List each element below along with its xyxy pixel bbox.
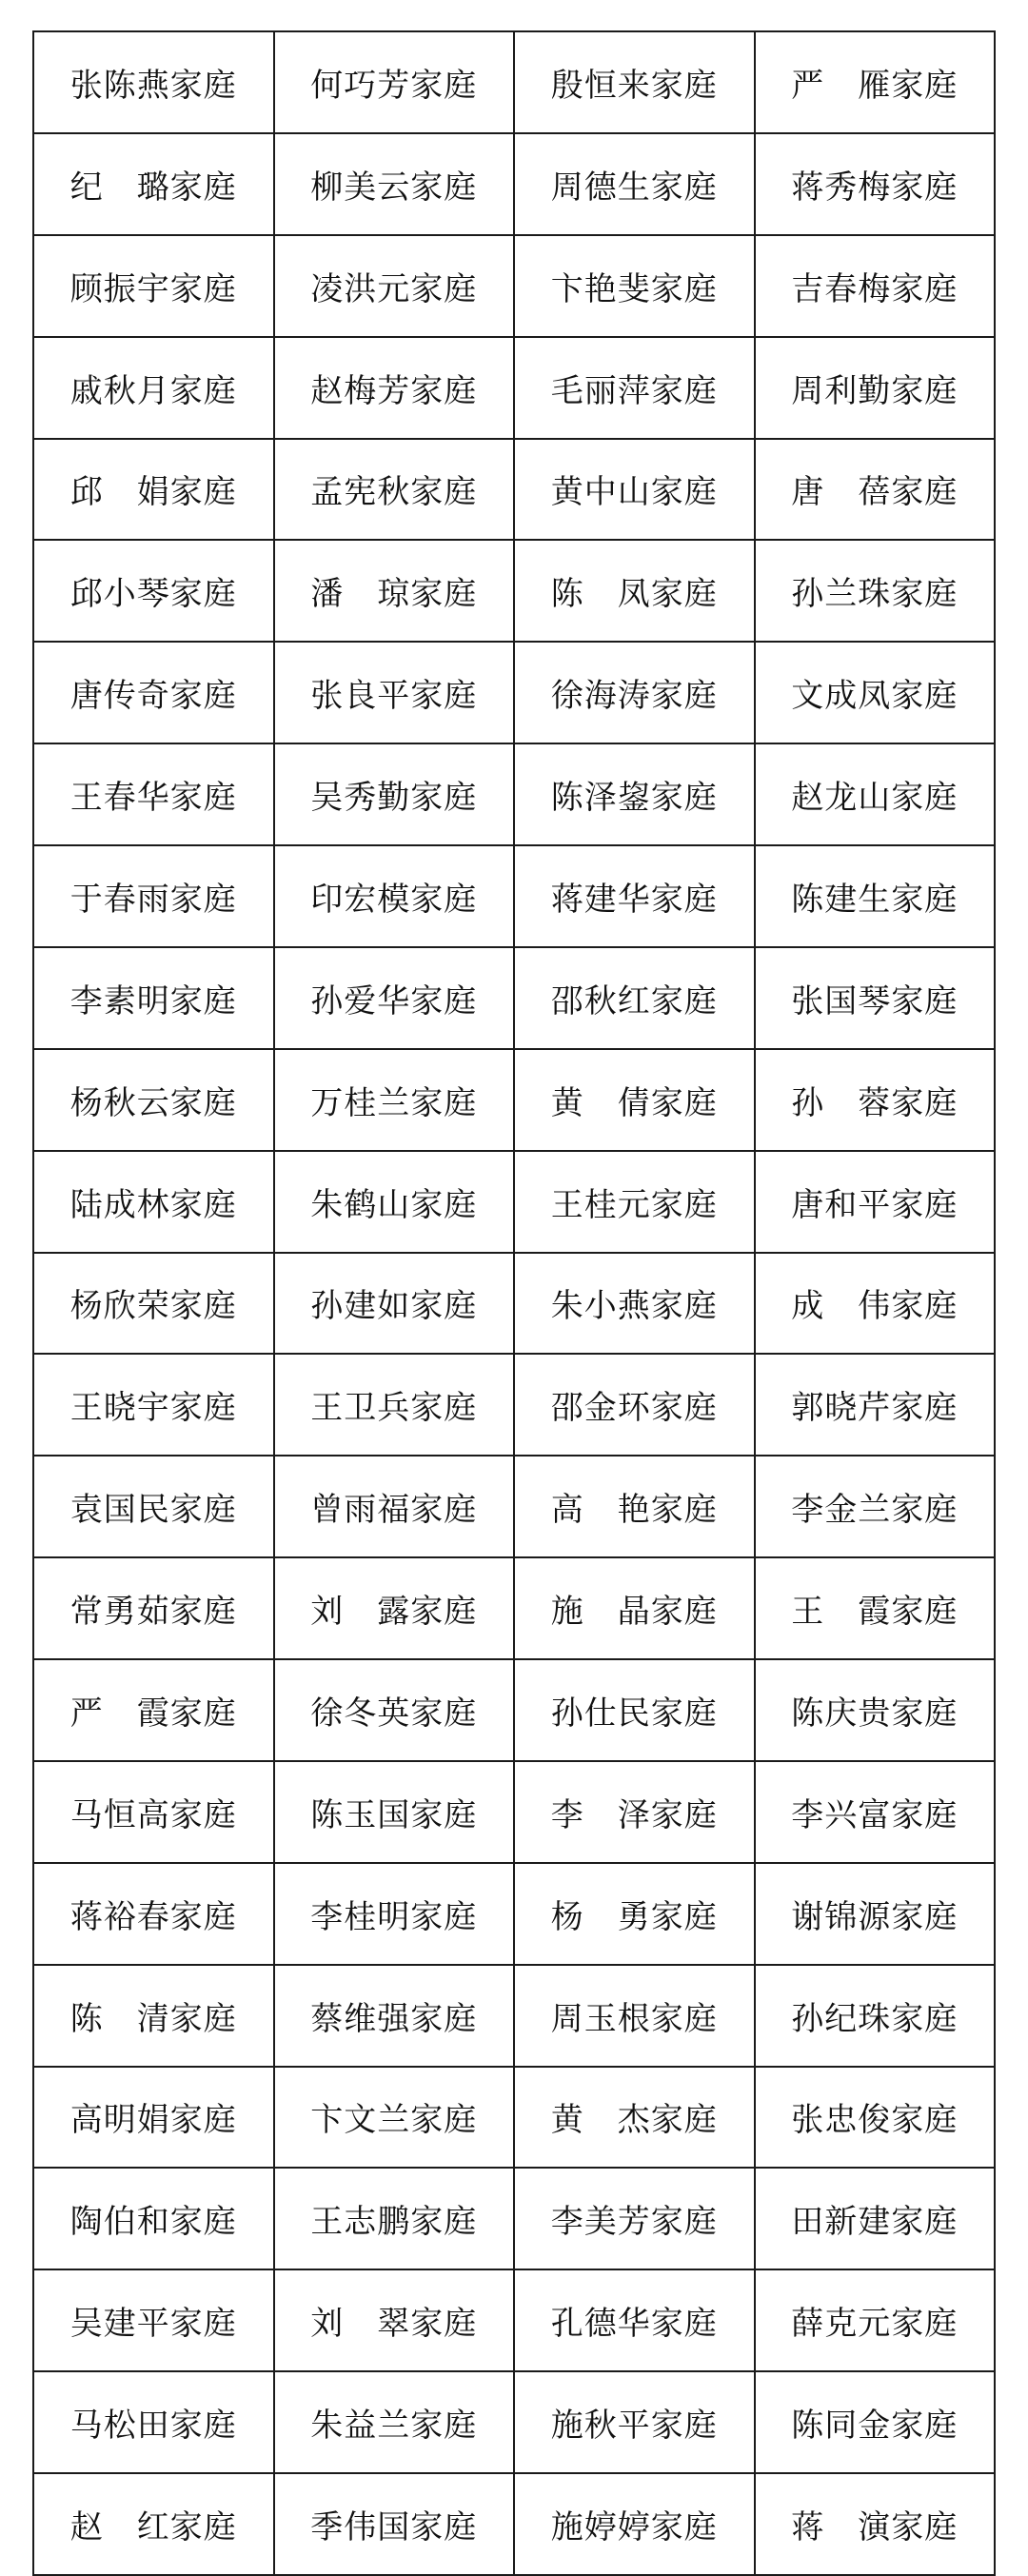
table-cell: 赵 红家庭	[33, 2473, 274, 2575]
table-row	[33, 1456, 995, 1557]
table-row	[33, 2473, 995, 2575]
table-cell: 马松田家庭	[33, 2371, 274, 2473]
table-cell: 邱小琴家庭	[33, 540, 274, 642]
table-cell: 黄 倩家庭	[514, 1049, 755, 1151]
table-cell: 李兴富家庭	[755, 1761, 996, 1863]
table-cell: 王桂元家庭	[514, 1151, 755, 1253]
table-cell: 印宏模家庭	[274, 845, 515, 947]
table-cell: 陶伯和家庭	[33, 2168, 274, 2269]
table-cell: 王晓宇家庭	[33, 1354, 274, 1456]
table-row	[33, 540, 995, 642]
table-row	[33, 31, 995, 133]
table-cell: 郭晓芹家庭	[755, 1354, 996, 1456]
table-cell: 张国琴家庭	[755, 947, 996, 1049]
table-cell: 凌洪元家庭	[274, 235, 515, 337]
table-cell: 杨秋云家庭	[33, 1049, 274, 1151]
table-cell: 蒋裕春家庭	[33, 1863, 274, 1965]
table-cell: 吴秀勤家庭	[274, 743, 515, 845]
table-cell: 周玉根家庭	[514, 1965, 755, 2067]
table-cell: 何巧芳家庭	[274, 31, 515, 133]
table-cell: 黄 杰家庭	[514, 2067, 755, 2169]
table-cell: 朱益兰家庭	[274, 2371, 515, 2473]
table-row	[33, 1659, 995, 1761]
table-cell: 邵秋红家庭	[514, 947, 755, 1049]
table-cell: 唐 蓓家庭	[755, 439, 996, 541]
table-cell: 张忠俊家庭	[755, 2067, 996, 2169]
table-cell: 周德生家庭	[514, 133, 755, 235]
table-cell: 万桂兰家庭	[274, 1049, 515, 1151]
table-cell: 李 泽家庭	[514, 1761, 755, 1863]
table-cell: 马恒高家庭	[33, 1761, 274, 1863]
table-cell: 陈泽鋆家庭	[514, 743, 755, 845]
table-cell: 徐冬英家庭	[274, 1659, 515, 1761]
table-cell: 殷恒来家庭	[514, 31, 755, 133]
table-cell: 蒋 演家庭	[755, 2473, 996, 2575]
table-row	[33, 743, 995, 845]
table-cell: 张陈燕家庭	[33, 31, 274, 133]
table-cell: 刘 翠家庭	[274, 2269, 515, 2371]
table-cell: 蔡维强家庭	[274, 1965, 515, 2067]
table-cell: 孙爱华家庭	[274, 947, 515, 1049]
table-cell: 孟宪秋家庭	[274, 439, 515, 541]
table-cell: 田新建家庭	[755, 2168, 996, 2269]
table-cell: 戚秋月家庭	[33, 337, 274, 439]
table-cell: 吴建平家庭	[33, 2269, 274, 2371]
table-row	[33, 2371, 995, 2473]
table-cell: 施婷婷家庭	[514, 2473, 755, 2575]
table-row	[33, 2168, 995, 2269]
table-cell: 陈庆贵家庭	[755, 1659, 996, 1761]
table-cell: 孙兰珠家庭	[755, 540, 996, 642]
table-cell: 毛丽萍家庭	[514, 337, 755, 439]
table-row	[33, 1557, 995, 1659]
table-cell: 陈 凤家庭	[514, 540, 755, 642]
table-cell: 卞文兰家庭	[274, 2067, 515, 2169]
table-row	[33, 337, 995, 439]
table-cell: 徐海涛家庭	[514, 642, 755, 743]
table-cell: 高 艳家庭	[514, 1456, 755, 1557]
table-cell: 王春华家庭	[33, 743, 274, 845]
table-row	[33, 947, 995, 1049]
table-cell: 袁国民家庭	[33, 1456, 274, 1557]
table-cell: 薛克元家庭	[755, 2269, 996, 2371]
table-cell: 卞艳斐家庭	[514, 235, 755, 337]
table-cell: 施 晶家庭	[514, 1557, 755, 1659]
table-cell: 邱 娟家庭	[33, 439, 274, 541]
table-row	[33, 2269, 995, 2371]
table-cell: 谢锦源家庭	[755, 1863, 996, 1965]
table-cell: 潘 琼家庭	[274, 540, 515, 642]
table-row	[33, 1965, 995, 2067]
table-cell: 严 雁家庭	[755, 31, 996, 133]
table-row	[33, 642, 995, 743]
table-cell: 王志鹏家庭	[274, 2168, 515, 2269]
table-cell: 朱鹤山家庭	[274, 1151, 515, 1253]
table-row	[33, 1863, 995, 1965]
table-cell: 严 霞家庭	[33, 1659, 274, 1761]
table-row	[33, 235, 995, 337]
table-cell: 孙纪珠家庭	[755, 1965, 996, 2067]
table-body	[33, 31, 995, 2575]
table-cell: 李美芳家庭	[514, 2168, 755, 2269]
table-cell: 杨欣荣家庭	[33, 1253, 274, 1355]
table-row	[33, 439, 995, 541]
table-cell: 常勇茹家庭	[33, 1557, 274, 1659]
table-cell: 于春雨家庭	[33, 845, 274, 947]
table-cell: 吉春梅家庭	[755, 235, 996, 337]
table-cell: 唐传奇家庭	[33, 642, 274, 743]
table-cell: 文成凤家庭	[755, 642, 996, 743]
table-cell: 李素明家庭	[33, 947, 274, 1049]
table-row	[33, 1049, 995, 1151]
table-cell: 陆成林家庭	[33, 1151, 274, 1253]
table-cell: 李金兰家庭	[755, 1456, 996, 1557]
table-cell: 杨 勇家庭	[514, 1863, 755, 1965]
table-cell: 顾振宇家庭	[33, 235, 274, 337]
table-row	[33, 1151, 995, 1253]
table-row	[33, 1354, 995, 1456]
table-cell: 赵梅芳家庭	[274, 337, 515, 439]
table-cell: 周利勤家庭	[755, 337, 996, 439]
family-name-table	[32, 30, 996, 2576]
table-row	[33, 133, 995, 235]
table-row	[33, 1253, 995, 1355]
table-row	[33, 1761, 995, 1863]
table-cell: 王卫兵家庭	[274, 1354, 515, 1456]
table-cell: 纪 璐家庭	[33, 133, 274, 235]
table-cell: 邵金环家庭	[514, 1354, 755, 1456]
table-cell: 施秋平家庭	[514, 2371, 755, 2473]
table-cell: 柳美云家庭	[274, 133, 515, 235]
table-cell: 张良平家庭	[274, 642, 515, 743]
table-cell: 黄中山家庭	[514, 439, 755, 541]
table-cell: 朱小燕家庭	[514, 1253, 755, 1355]
table-cell: 曾雨福家庭	[274, 1456, 515, 1557]
table-cell: 唐和平家庭	[755, 1151, 996, 1253]
table-cell: 刘 露家庭	[274, 1557, 515, 1659]
table-row	[33, 2067, 995, 2169]
table-cell: 季伟国家庭	[274, 2473, 515, 2575]
table-cell: 高明娟家庭	[33, 2067, 274, 2169]
table-cell: 陈 清家庭	[33, 1965, 274, 2067]
table-cell: 陈玉国家庭	[274, 1761, 515, 1863]
table-cell: 成 伟家庭	[755, 1253, 996, 1355]
table-row	[33, 845, 995, 947]
table-cell: 赵龙山家庭	[755, 743, 996, 845]
table-cell: 孔德华家庭	[514, 2269, 755, 2371]
table-cell: 王 霞家庭	[755, 1557, 996, 1659]
table-cell: 陈同金家庭	[755, 2371, 996, 2473]
table-cell: 陈建生家庭	[755, 845, 996, 947]
table-cell: 蒋秀梅家庭	[755, 133, 996, 235]
table-cell: 蒋建华家庭	[514, 845, 755, 947]
table-cell: 孙仕民家庭	[514, 1659, 755, 1761]
table-cell: 李桂明家庭	[274, 1863, 515, 1965]
table-cell: 孙建如家庭	[274, 1253, 515, 1355]
table-cell: 孙 蓉家庭	[755, 1049, 996, 1151]
